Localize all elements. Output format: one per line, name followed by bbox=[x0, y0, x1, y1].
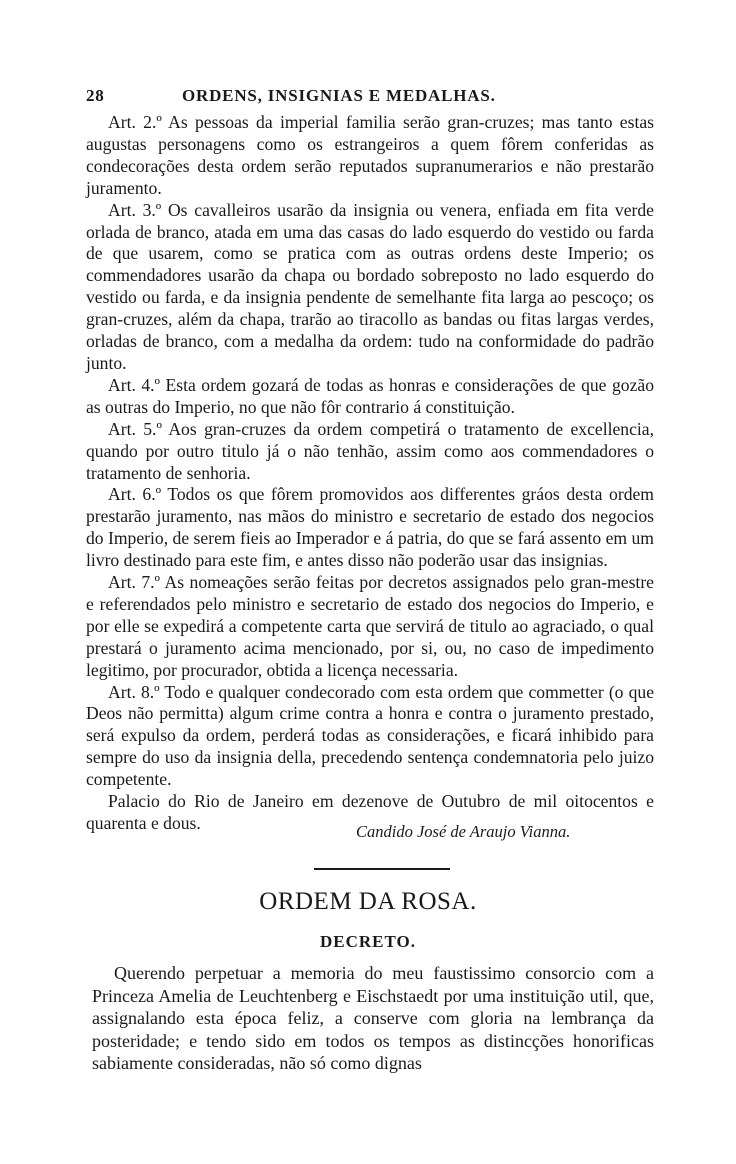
article-5: Art. 5.º Aos gran-cruzes da ordem competirá o tratamento de excellencia, quando por outro titulo já o não tenhão, assim como aos commendadores o tratamento de senhoria. bbox=[86, 418, 654, 483]
article-7: Art. 7.º As nomeações serão feitas por decretos assignados pelo gran-mestre e referendados pelo ministro e secretario de estado dos negocios do Imperio, e por elle se expedirá a competente carta que servirá de titulo ao agraciado, o qual prestará o juramento acima mencionado, por si, ou, no caso de impedimento legitimo, por procurador, obtida a licença necessaria. bbox=[86, 572, 654, 680]
article-6: Art. 6.º Todos os que fôrem promovidos aos differentes gráos desta ordem prestarão juramento, nas mãos do ministro e secretario de estado dos negocios do Imperio, de serem fieis ao Imperador e á patria, do que se fará assento em um livro destinado para este fim, e antes disso não poderão usar das insignias. bbox=[86, 484, 654, 571]
section-divider bbox=[314, 868, 450, 870]
page-header bbox=[86, 86, 666, 110]
running-title: ORDENS, INSIGNIAS E MEDALHAS. bbox=[182, 86, 496, 105]
section-title: ORDEM DA ROSA. bbox=[259, 888, 477, 915]
section-subtitle: DECRETO. bbox=[319, 932, 416, 951]
decree-body bbox=[92, 962, 654, 1075]
articles-block bbox=[86, 112, 654, 835]
signature: Candido José de Araujo Vianna. bbox=[356, 822, 571, 841]
article-4: Art. 4.º Esta ordem gozará de todas as honras e considerações de que gozão as outras do Imperio, no que não fôr contrario á constituição. bbox=[86, 374, 654, 417]
decree-paragraph: Querendo perpetuar a memoria do meu faustissimo consorcio com a Princeza Amelia de Leuchtenberg e Eischstaedt por uma instituição util, que, assignalando esta época feliz, a conserve com gloria na lembrança da posteridade; e tendo sido em todos os tempos as distincções honorificas sabiamente consideradas, não só como dignas bbox=[92, 963, 654, 1074]
page-number: 28 bbox=[86, 86, 105, 105]
article-2: Art. 2.º As pessoas da imperial familia serão gran-cruzes; mas tanto estas augustas personagens como os estrangeiros a quem fôrem conferidas as condecorações desta ordem serão reputados supranumerarios e não prestarão juramento. bbox=[86, 112, 654, 198]
closing-paragraph: Palacio do Rio de Janeiro em dezenove de Outubro de mil oitocentos e quarenta e dous. bbox=[86, 791, 654, 833]
article-8: Art. 8.º Todo e qualquer condecorado com esta ordem que commetter (o que Deos não permitta) algum crime contra a honra e contra o juramento prestado, será expulso da ordem, perderá todas as considerações, e ficará inhibido para sempre do uso da insignia della, precedendo sentença condemnatoria pelo juizo competente. bbox=[86, 681, 654, 790]
article-3: Art. 3.º Os cavalleiros usarão da insignia ou venera, enfiada em fita verde orlada de branco, atada em uma das casas do lado esquerdo do vestido ou farda de que usarem, como se pratica com as outras ordens deste Imperio; os commendadores usarão da chapa ou bordado sobreposto no lado esquerdo do vestido ou farda, e da insignia pendente de semelhante fita larga ao pescoço; os gran-cruzes, além da chapa, trarão ao tiracollo as bandas ou fitas largas verdes, orladas de branco, com a medalha da ordem: tudo na conformidade do padrão junto. bbox=[86, 199, 654, 373]
